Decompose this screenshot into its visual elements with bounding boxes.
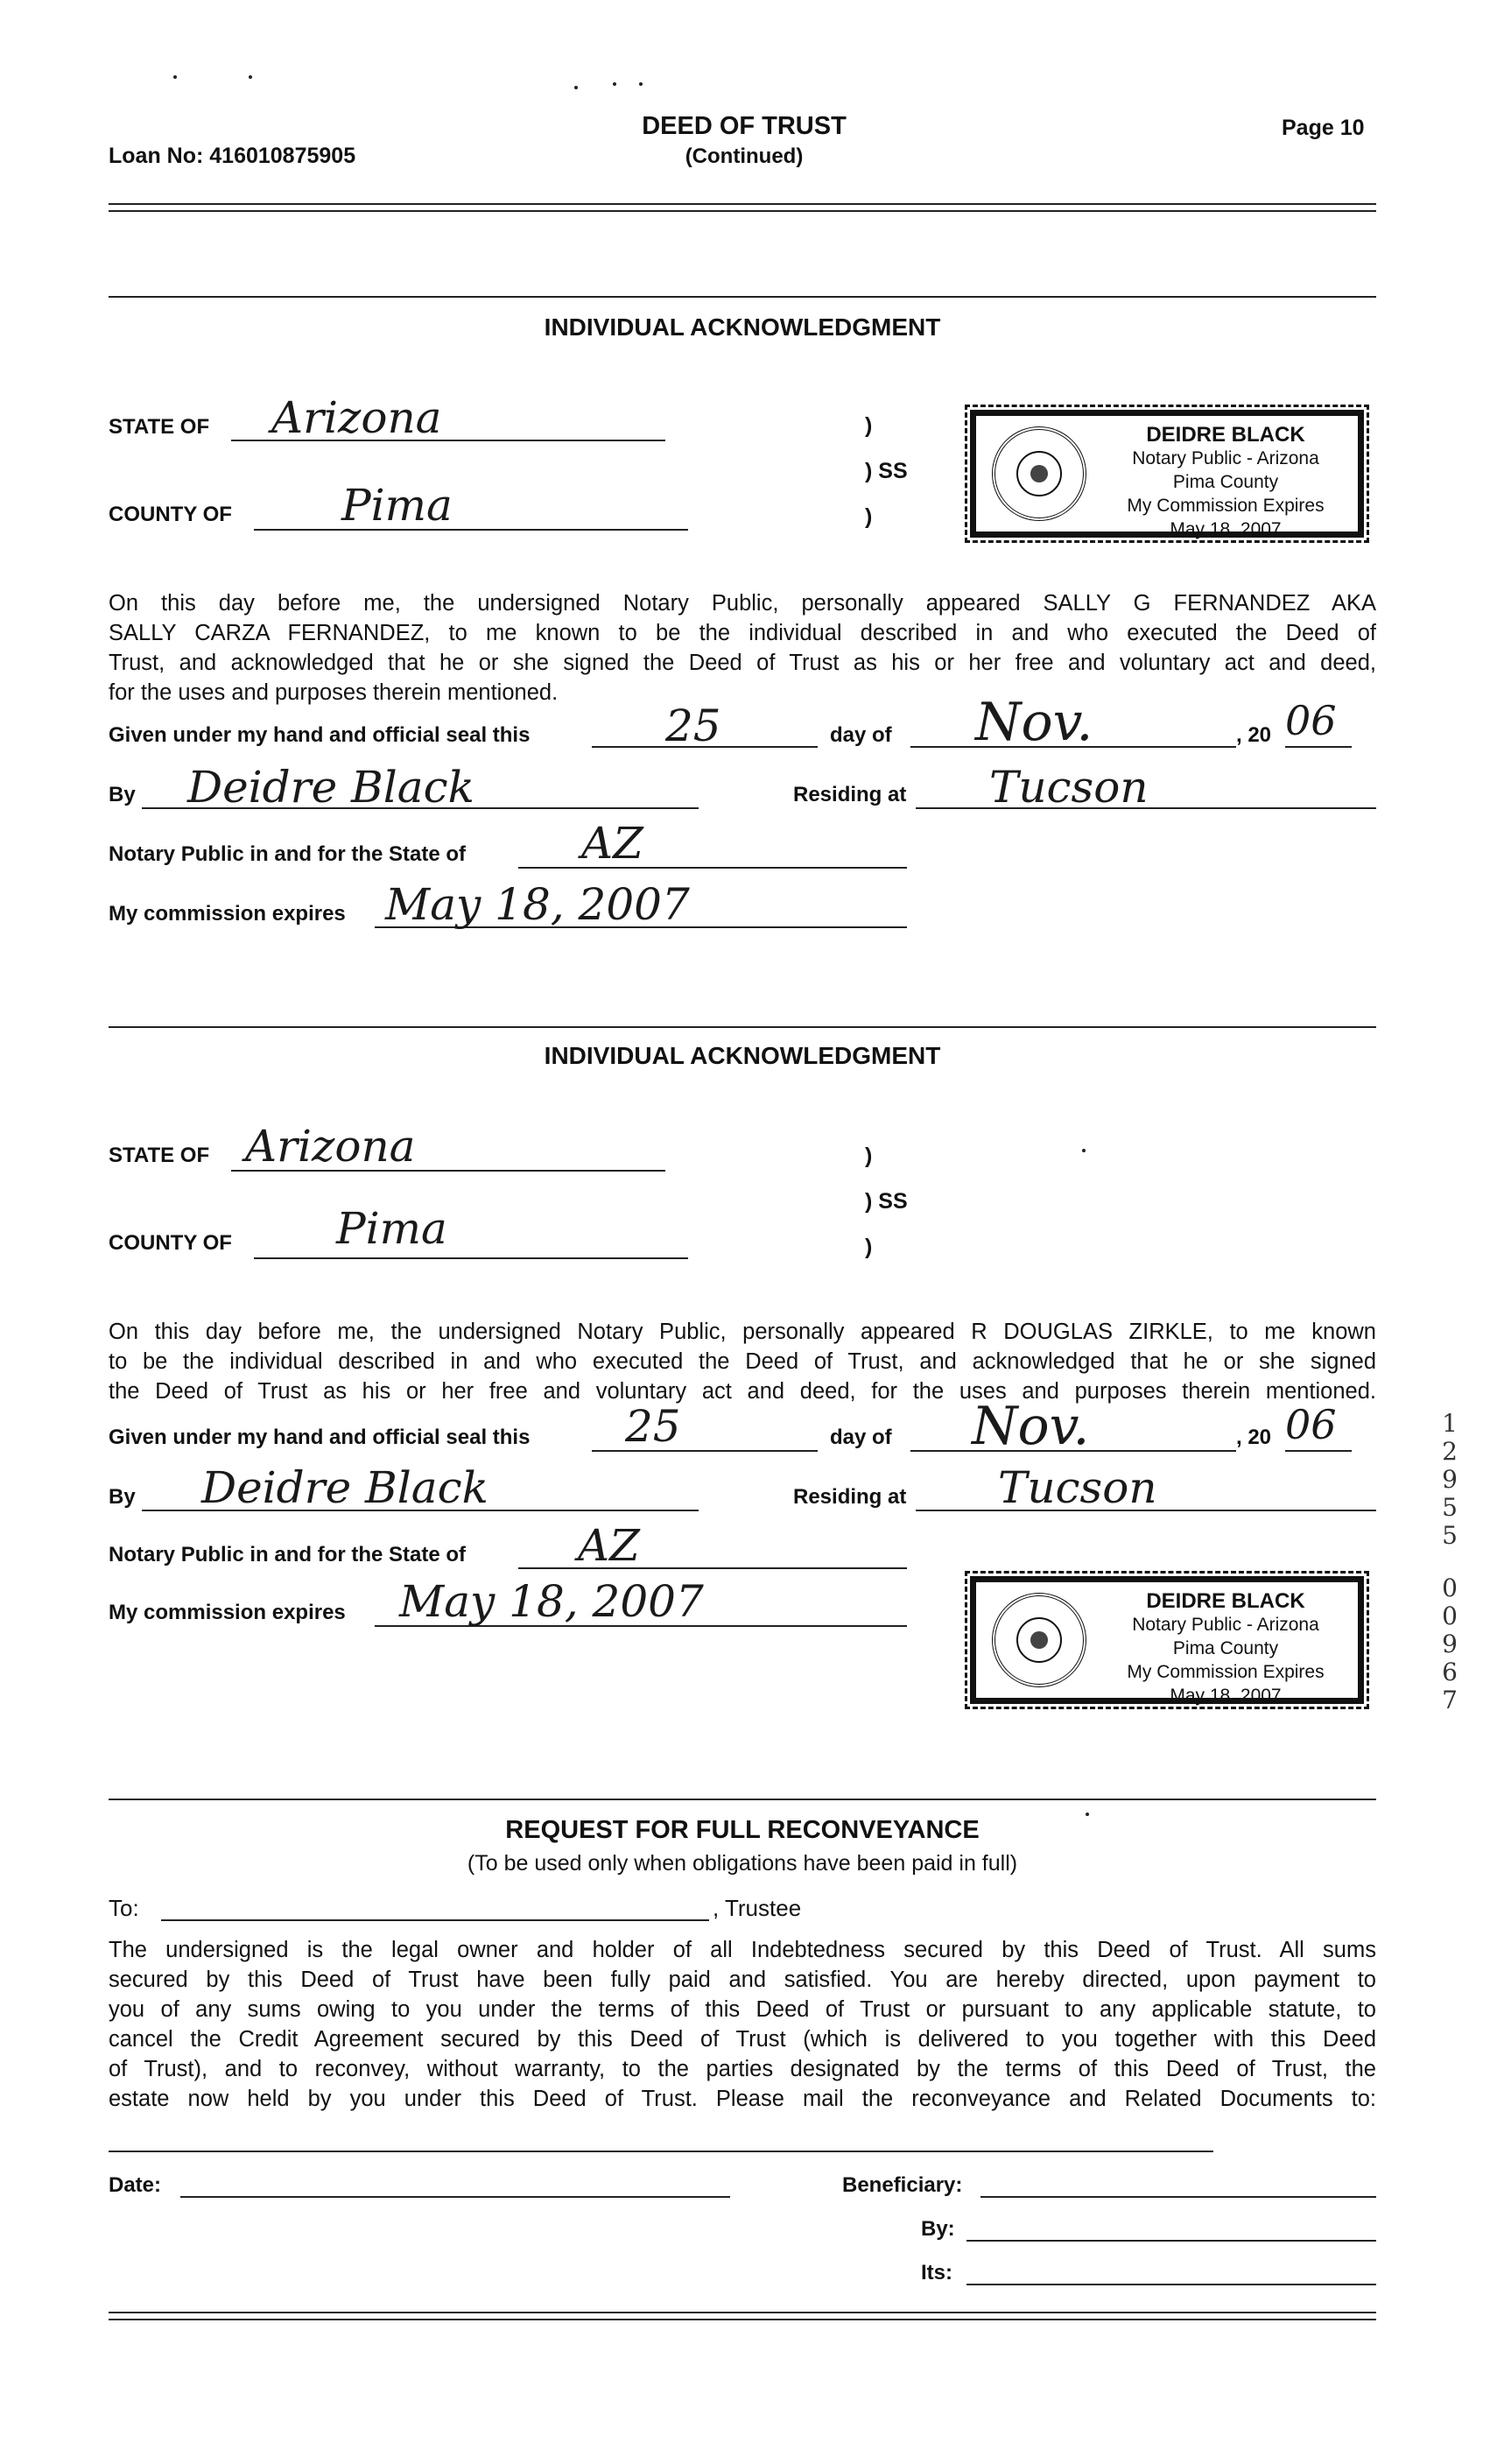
ack1-body-line: On this day before me, the undersigned Notary Public, personally appeared SALLY G FERNANDEZ AKA (109, 591, 1376, 616)
notary-stamp (970, 410, 1364, 538)
ack1-body-line: Trust, and acknowledged that he or she signed the Deed of Trust as his or her free and voluntary act and deed, (109, 651, 1376, 675)
reconveyance-heading: REQUEST FOR FULL RECONVEYANCE (505, 1816, 980, 1844)
ack1-signature: Deidre Black (187, 762, 474, 813)
reconveyance-body-line: you of any sums owing to you under the terms of this Deed of Trust or pursuant to any applicable statute, to (109, 1997, 1376, 2022)
reconveyance-body-line: The undersigned is the legal owner and holder of all Indebtedness secured by this Deed of Trust. All sums (109, 1938, 1376, 1962)
page-number: Page 10 (1282, 116, 1365, 140)
ack1-notary-value: AZ (581, 818, 643, 869)
ack2-commission-value: May 18, 2007 (399, 1576, 704, 1627)
footer-rule (109, 2319, 1376, 2320)
section-rule (109, 1026, 1376, 1028)
state-seal-icon (992, 1593, 1086, 1687)
ack1-day-value: 25 (665, 700, 721, 751)
ack2-body-line: to be the individual described in and who executed the Deed of Trust, and acknowledged that he or she signed (109, 1349, 1376, 1374)
document-subtitle: (Continued) (685, 144, 804, 168)
reconveyance-body-line: cancel the Credit Agreement secured by this Deed of Trust (which is delivered to you together with this Deed (109, 2027, 1376, 2052)
ack2-residing-label: Residing at (793, 1485, 907, 1509)
scan-speck (1082, 1149, 1086, 1152)
ack1-year-prefix: , 20 (1236, 723, 1272, 747)
stamp-line: My Commission Expires (1127, 496, 1325, 516)
ack1-residing-label: Residing at (793, 783, 907, 806)
ack2-notary-value: AZ (578, 1520, 640, 1571)
scan-speck (639, 82, 643, 86)
stamp-line: Pima County (1172, 472, 1279, 492)
reconveyance-body (109, 1935, 1376, 2114)
ack1-notary-line (518, 867, 907, 869)
ack1-county-label: COUNTY OF (109, 503, 232, 526)
ack2-notary-line (518, 1567, 907, 1569)
ack2-notary-label: Notary Public in and for the State of (109, 1543, 467, 1566)
trustee-label: , Trustee (713, 1895, 802, 1921)
stamp-line: May 18, 2007 (1170, 1686, 1282, 1706)
ack2-year-line (1285, 1450, 1352, 1452)
footer-rule (109, 2312, 1376, 2313)
document-title-block (543, 112, 945, 169)
ack1-month-value: Nov. (975, 692, 1093, 753)
ack1-body-line: for the uses and purposes therein mentioned. (109, 680, 559, 705)
ack2-day-value: 25 (625, 1401, 681, 1452)
by-label: By: (921, 2217, 955, 2241)
ack1-day-of-label: day of (830, 723, 892, 747)
ack2-state-label: STATE OF (109, 1144, 210, 1167)
ack2-body-line: the Deed of Trust as his or her free and voluntary act and deed, for the uses and purposes therein mentioned. (109, 1379, 1376, 1404)
scan-speck (613, 82, 616, 86)
ack2-county-line (254, 1257, 688, 1259)
stamp-name: DEIDRE BLACK (1146, 1589, 1305, 1613)
ack2-day-of-label: day of (830, 1426, 892, 1449)
header-rule (109, 203, 1376, 205)
ack2-year-value: 06 (1285, 1401, 1337, 1448)
reconveyance-body-line: estate now held by you under this Deed of Trust. Please mail the reconveyance and Related Documents to: (109, 2087, 1376, 2111)
scan-speck (574, 86, 578, 89)
ack2-body (109, 1317, 1376, 1406)
its-label: Its: (921, 2261, 952, 2284)
reconveyance-subheading: (To be used only when obligations have been paid in full) (467, 1851, 1018, 1876)
ack1-given-label: Given under my hand and official seal this (109, 723, 531, 747)
ack2-by-label: By (109, 1485, 136, 1509)
state-seal-icon (992, 426, 1086, 521)
beneficiary-label: Beneficiary: (842, 2173, 963, 2197)
ack2-year-prefix: , 20 (1236, 1426, 1272, 1449)
ack2-given-label: Given under my hand and official seal this (109, 1426, 531, 1449)
ack1-body-line: SALLY CARZA FERNANDEZ, to me known to be the individual described in and who executed the Deed of (109, 621, 1376, 645)
ack2-commission-label: My commission expires (109, 1601, 346, 1624)
ack1-paren: ) (865, 413, 873, 438)
date-line[interactable] (180, 2196, 730, 2198)
ack1-county-line (254, 529, 688, 531)
ack2-signature: Deidre Black (201, 1462, 488, 1513)
ack1-notary-label: Notary Public in and for the State of (109, 842, 467, 866)
ack1-residing-value: Tucson (989, 762, 1149, 813)
ack2-county-value: Pima (336, 1203, 447, 1254)
section-rule (109, 1799, 1376, 1800)
stamp-line: Notary Public - Arizona (1132, 448, 1319, 468)
beneficiary-line[interactable] (980, 2196, 1376, 2198)
header-rule (109, 210, 1376, 212)
ack2-body-line: On this day before me, the undersigned Notary Public, personally appeared R DOUGLAS ZIRKLE, to me known (109, 1320, 1376, 1344)
stamp-text (1099, 1589, 1353, 1707)
ack1-paren: ) (865, 504, 873, 529)
document-title: DEED OF TRUST (642, 112, 847, 140)
stamp-line: May 18, 2007 (1170, 519, 1282, 539)
ack1-year-line (1285, 746, 1352, 748)
section-rule (109, 296, 1376, 298)
stamp-name: DEIDRE BLACK (1146, 423, 1305, 447)
notary-stamp (970, 1576, 1364, 1704)
ack1-commission-value: May 18, 2007 (385, 879, 690, 930)
its-line[interactable] (966, 2284, 1376, 2285)
ack1-by-label: By (109, 783, 136, 806)
ack1-year-value: 06 (1285, 697, 1337, 744)
scan-speck (173, 75, 177, 79)
scan-speck (249, 75, 252, 79)
ack2-paren: ) (865, 1235, 873, 1259)
ack2-residing-value: Tucson (998, 1462, 1157, 1513)
ack2-county-label: COUNTY OF (109, 1231, 232, 1255)
mail-to-line[interactable] (109, 2151, 1213, 2152)
loan-number: Loan No: 416010875905 (109, 144, 356, 168)
ack1-state-value: Arizona (271, 392, 442, 443)
to-label: To: (109, 1895, 139, 1921)
ack1-body (109, 588, 1376, 708)
side-document-number: 1 2 9 5 5 0 0 9 6 7 (1442, 1409, 1458, 1714)
date-label: Date: (109, 2173, 162, 2197)
trustee-line[interactable] (161, 1919, 709, 1921)
reconveyance-body-line: secured by this Deed of Trust have been fully paid and satisfied. You are hereby directed, upon payment to (109, 1968, 1376, 1992)
ack1-heading: INDIVIDUAL ACKNOWLEDGMENT (544, 313, 941, 341)
by-line[interactable] (966, 2240, 1376, 2242)
stamp-text (1099, 423, 1353, 541)
stamp-line: Notary Public - Arizona (1132, 1615, 1319, 1635)
ack2-ss: ) SS (865, 1189, 908, 1214)
ack1-commission-label: My commission expires (109, 902, 346, 926)
ack2-heading: INDIVIDUAL ACKNOWLEDGMENT (544, 1042, 941, 1069)
ack1-county-value: Pima (341, 480, 453, 531)
ack2-state-value: Arizona (245, 1121, 416, 1172)
ack2-paren: ) (865, 1144, 873, 1168)
stamp-line: Pima County (1172, 1638, 1279, 1658)
ack2-month-value: Nov. (972, 1396, 1090, 1457)
ack1-state-label: STATE OF (109, 415, 210, 439)
ack1-ss: ) SS (865, 459, 908, 483)
stamp-line: My Commission Expires (1127, 1662, 1325, 1682)
reconveyance-body-line: of Trust), and to reconvey, without warranty, to the parties designated by the terms of this Deed of Trust, the (109, 2057, 1376, 2081)
